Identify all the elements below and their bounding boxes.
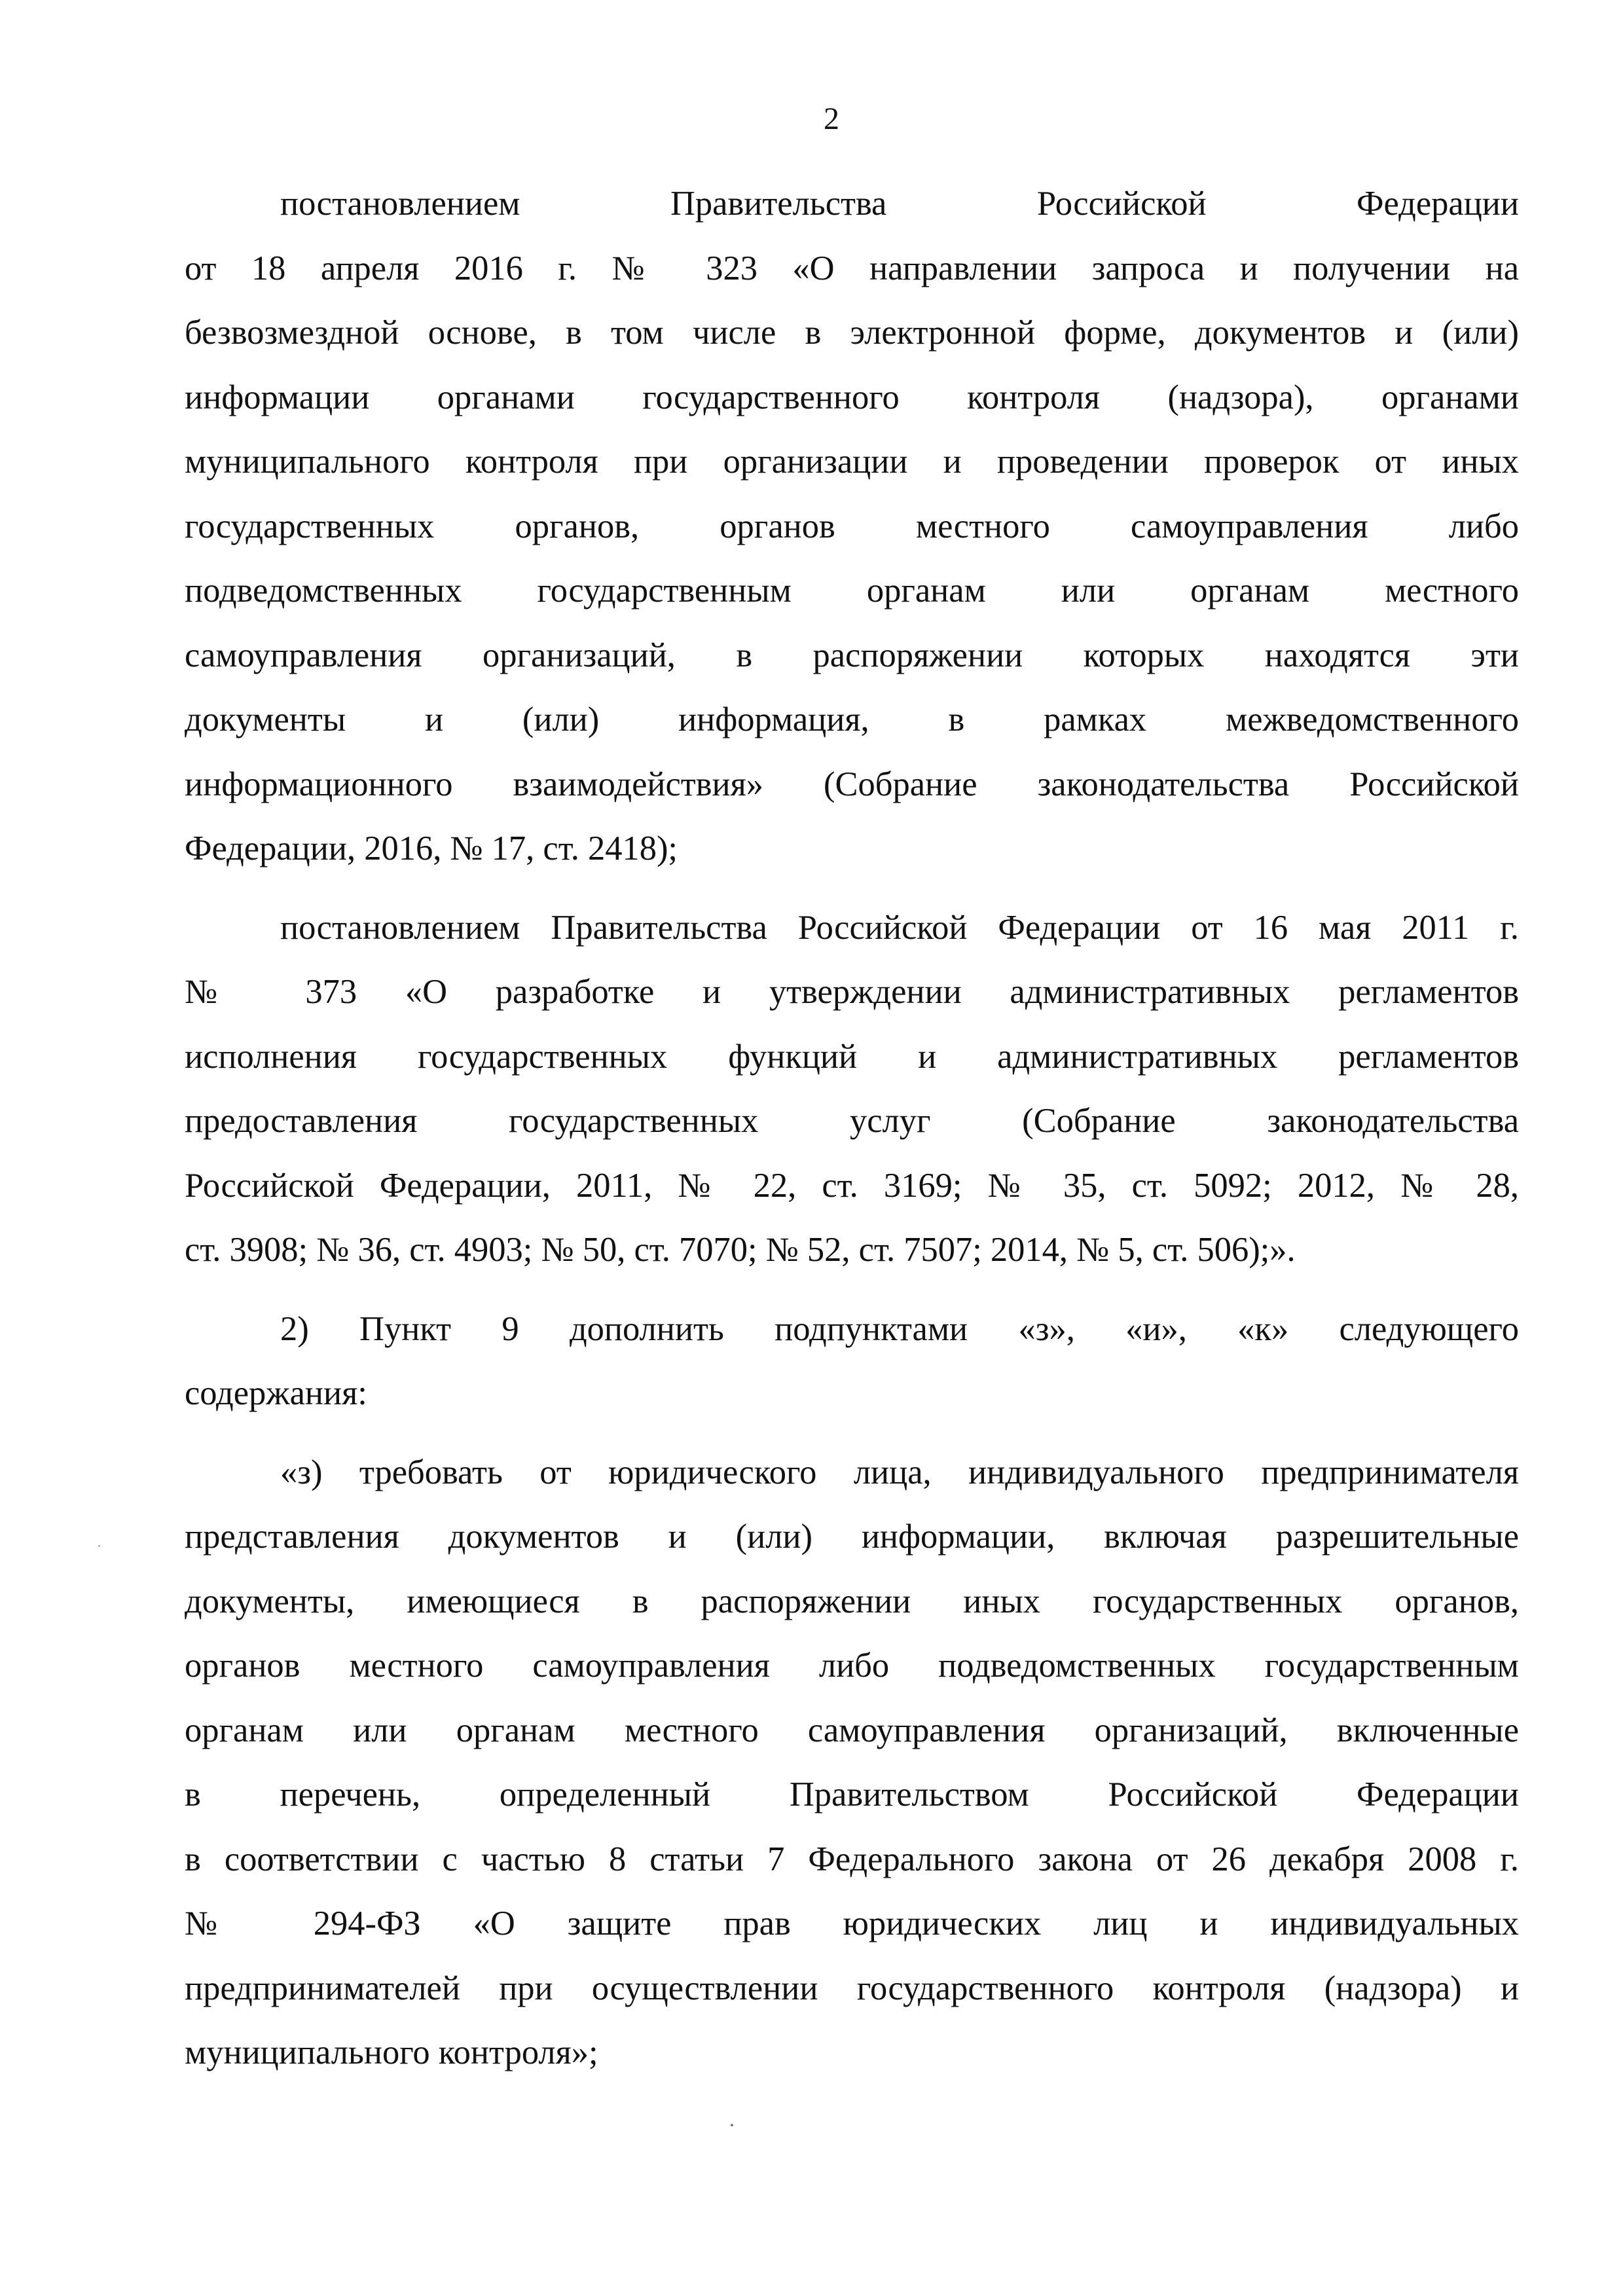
- text-line: информационного взаимодействия» (Собрание законодательства Российской: [185, 765, 1519, 803]
- scan-speck: [731, 2124, 733, 2126]
- paragraph-resolution-373: [185, 896, 1519, 1283]
- text-line: № 373 «О разработке и утверждении административных регламентов: [185, 973, 1519, 1011]
- text-line: документы, имеющиеся в распоряжении иных государственных органов,: [185, 1582, 1519, 1620]
- text-line: муниципального контроля»;: [185, 2033, 598, 2071]
- page-number: 2: [824, 101, 839, 136]
- text-line: «з) требовать от юридического лица, индивидуального предпринимателя: [280, 1453, 1519, 1491]
- text-line: 2) Пункт 9 дополнить подпунктами «з», «и», «к» следующего: [280, 1309, 1519, 1348]
- text-line: в перечень, определенный Правительством Российской Федерации: [185, 1776, 1519, 1813]
- text-line: государственных органов, органов местного самоуправления либо: [185, 507, 1519, 545]
- text-line: органов местного самоуправления либо подведомственных государственным: [185, 1647, 1519, 1685]
- text-line: представления документов и (или) информации, включая разрешительные: [185, 1518, 1519, 1556]
- text-line: документы и (или) информация, в рамках межведомственного: [185, 701, 1519, 738]
- text-line: Российской Федерации, 2011, № 22, ст. 3169; № 35, ст. 5092; 2012, № 28,: [185, 1166, 1519, 1205]
- text-line: предоставления государственных услуг (Собрание законодательства: [185, 1102, 1519, 1140]
- paragraph-item-2: [185, 1297, 1519, 1426]
- text-line: постановлением Правительства Российской Федерации от 16 мая 2011 г.: [280, 908, 1519, 947]
- text-line: исполнения государственных функций и административных регламентов: [185, 1037, 1519, 1076]
- text-line: ст. 3908; № 36, ст. 4903; № 50, ст. 7070; № 52, ст. 7507; 2014, № 5, ст. 506);».: [185, 1231, 1296, 1269]
- text-line: безвозмездной основе, в том числе в электронной форме, документов и (или): [185, 314, 1519, 352]
- text-line: содержания:: [185, 1374, 367, 1412]
- text-line: постановлением Правительства Российской Федерации: [280, 185, 1519, 223]
- text-line: самоуправления организаций, в распоряжении которых находятся эти: [185, 636, 1519, 674]
- text-line: органам или органам местного самоуправления организаций, включенные: [185, 1711, 1519, 1749]
- text-line: подведомственных государственным органам или органам местного: [185, 572, 1519, 610]
- text-line: № 294-ФЗ «О защите прав юридических лиц и индивидуальных: [185, 1904, 1519, 1942]
- text-line: информации органами государственного контроля (надзора), органами: [185, 378, 1519, 416]
- text-line: от 18 апреля 2016 г. № 323 «О направлении запроса и получении на: [185, 249, 1519, 287]
- text-line: Федерации, 2016, № 17, ст. 2418);: [185, 829, 678, 867]
- paragraph-resolution-323: [185, 172, 1519, 881]
- paragraph-subitem-z: [185, 1440, 1519, 2085]
- text-line: в соответствии с частью 8 статьи 7 Федерального закона от 26 декабря 2008 г.: [185, 1840, 1519, 1878]
- text-line: муниципального контроля при организации и проведении проверок от иных: [185, 443, 1519, 481]
- document-body: [185, 172, 1519, 2100]
- text-line: предпринимателей при осуществлении государственного контроля (надзора) и: [185, 1969, 1519, 2007]
- scan-speck: [98, 1545, 100, 1547]
